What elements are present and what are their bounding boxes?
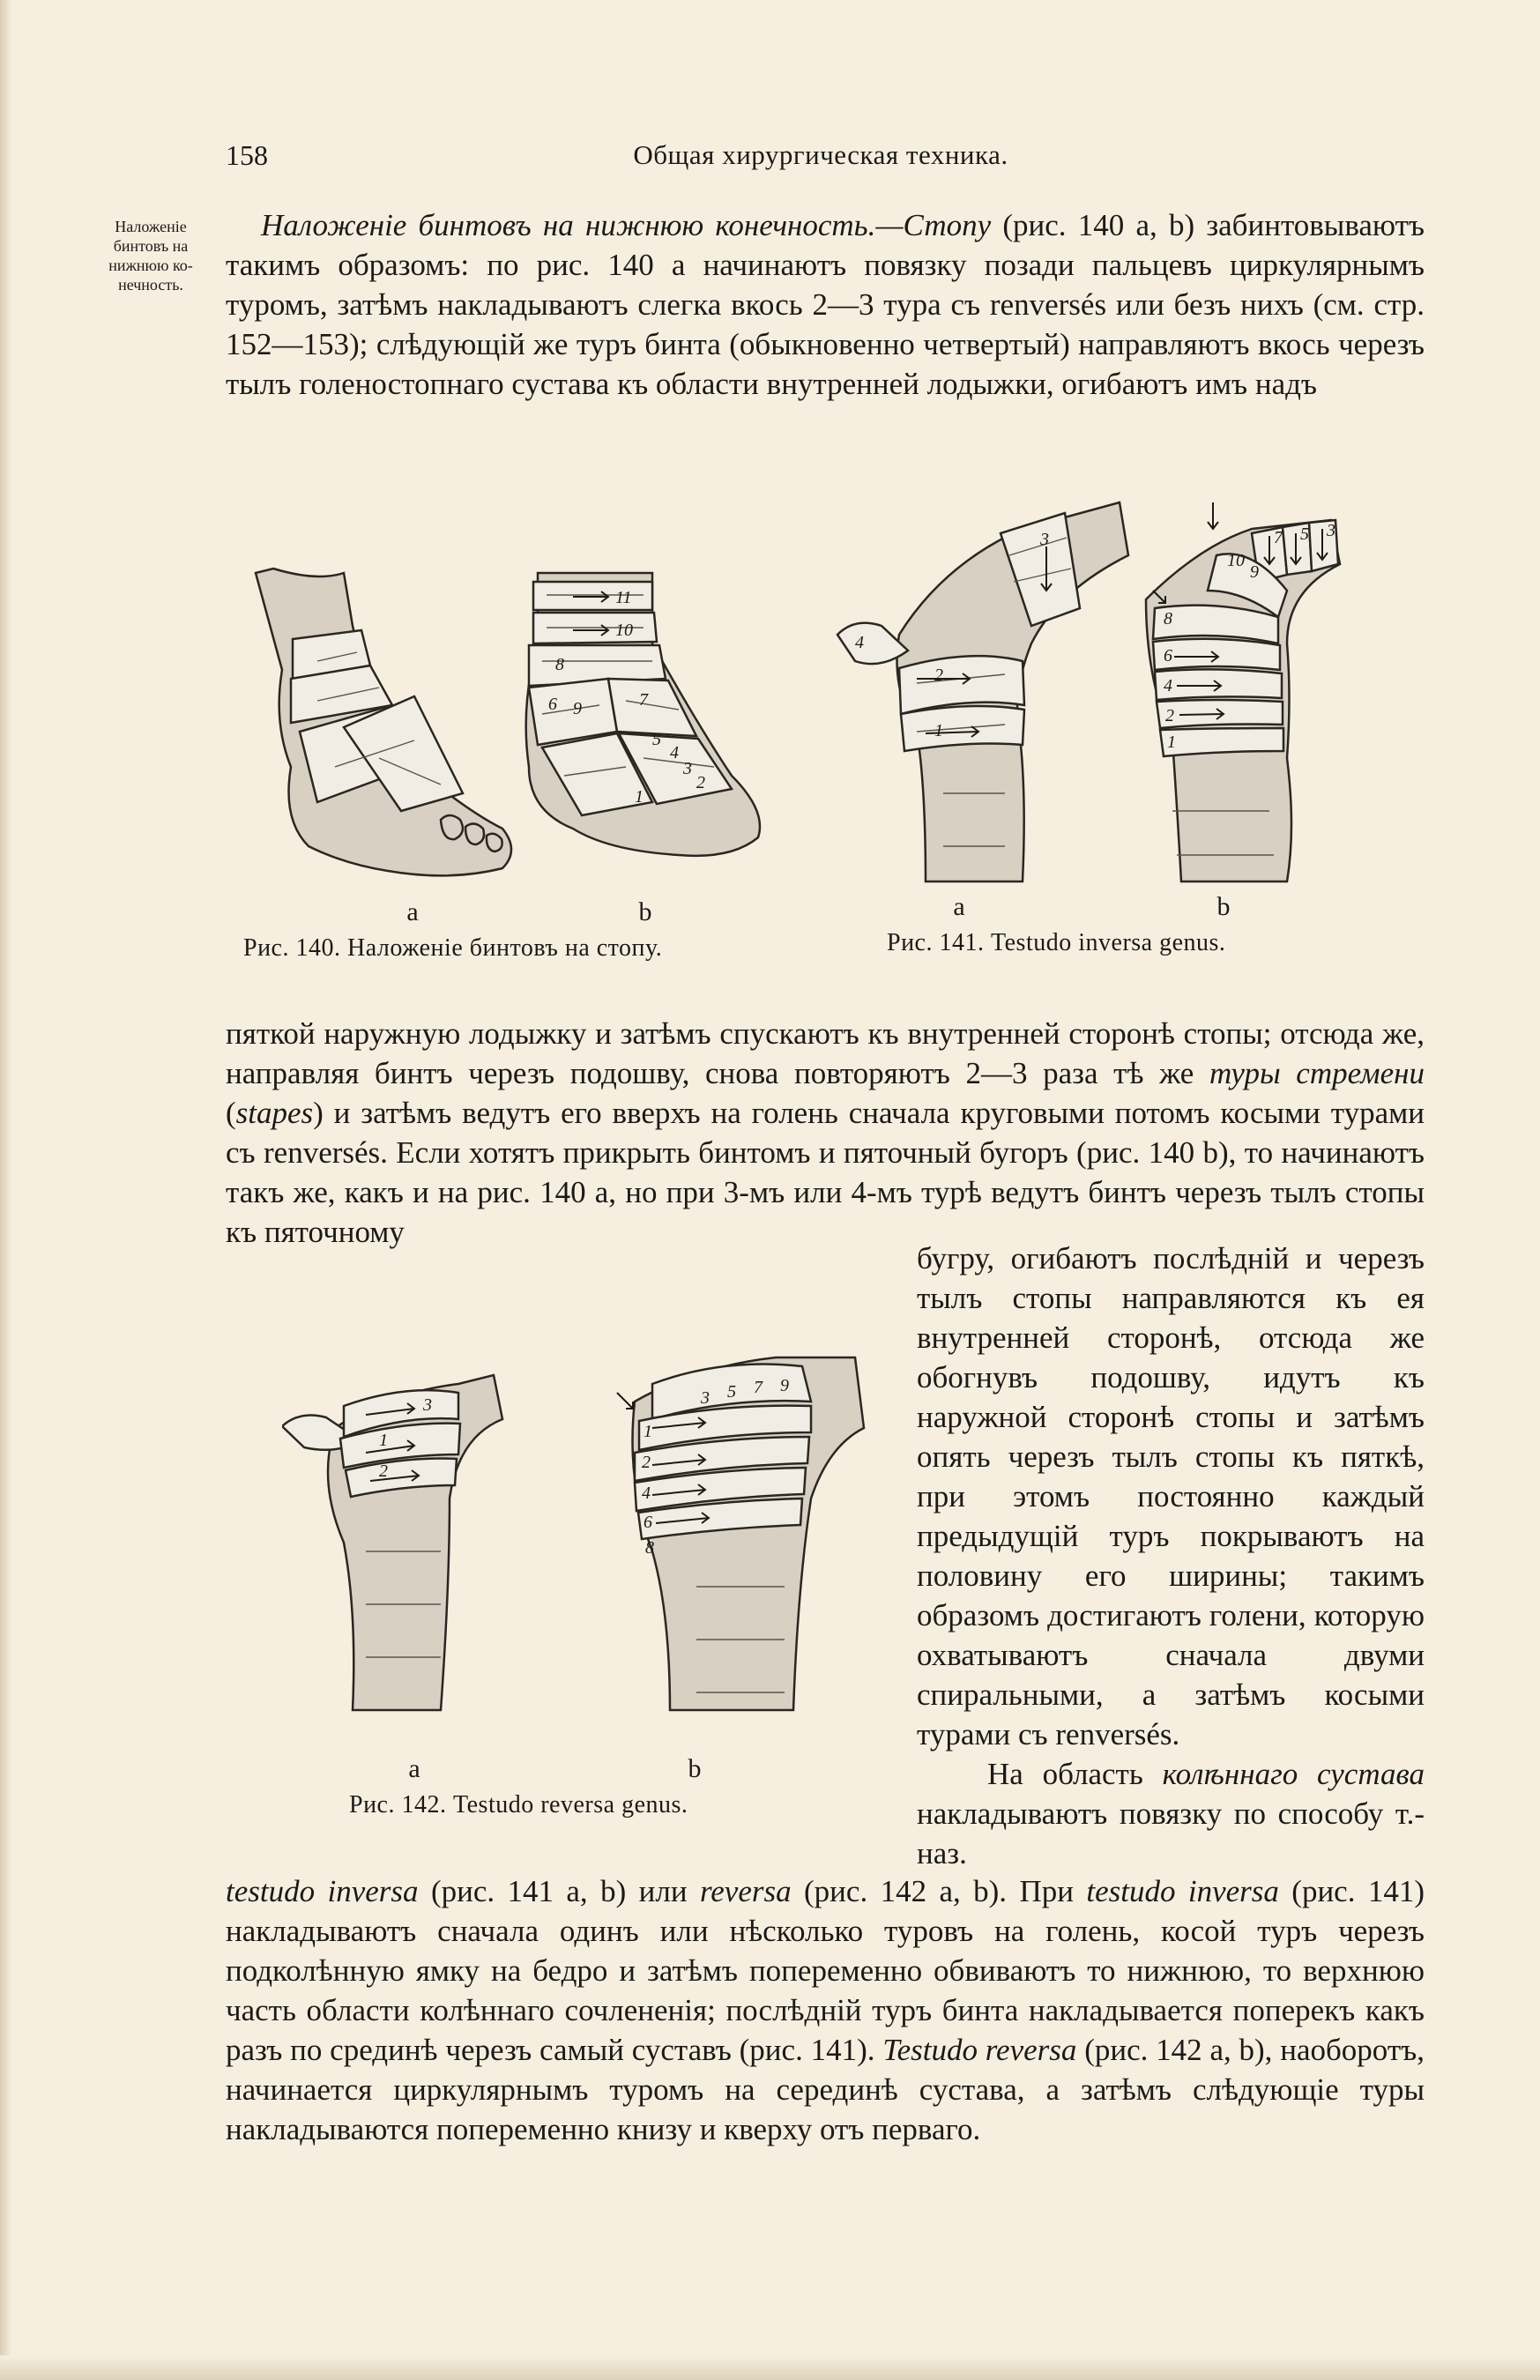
paragraph-heel-column bbox=[917, 1238, 1425, 1873]
figure-140-illustration bbox=[238, 547, 802, 917]
margin-note-line: нечность. bbox=[118, 276, 183, 294]
margin-note-line: нижнюю ко- bbox=[108, 257, 193, 274]
running-title: Общая хирургическая техника. bbox=[633, 139, 1008, 170]
fig141a-num: 2 bbox=[934, 666, 943, 685]
term-italic: Testudo reversa bbox=[882, 2033, 1077, 2067]
fig140b-num: 9 bbox=[573, 699, 582, 718]
fig142a-num: 3 bbox=[423, 1395, 432, 1415]
fig141a-num: 4 bbox=[855, 633, 864, 652]
figure-141 bbox=[829, 494, 1375, 970]
fig142a-num: 2 bbox=[379, 1461, 388, 1481]
section-heading: Наложеніе бинтовъ на нижнюю конечность.—Стопу bbox=[261, 208, 992, 242]
fig141b-num: 7 bbox=[1274, 528, 1283, 547]
fig142b-num: 7 bbox=[754, 1378, 763, 1397]
fig142b-num: 6 bbox=[644, 1513, 652, 1532]
paragraph-text: На область bbox=[987, 1757, 1163, 1791]
figure-140-caption: Рис. 140. Наложеніе бинтовъ на стопу. bbox=[243, 934, 663, 962]
figure-142-label-b: b bbox=[688, 1754, 702, 1783]
margin-note-line: бинтовъ на bbox=[113, 237, 189, 255]
fig140b-num: 6 bbox=[548, 695, 557, 714]
fig140b-num: 4 bbox=[670, 743, 679, 762]
figure-140-label-b: b bbox=[638, 897, 652, 926]
fig140b-num: 3 bbox=[683, 759, 692, 778]
fig141b-num: 10 bbox=[1227, 551, 1245, 570]
paragraph-text: пяткой наружную лодыжку и затѣмъ спускаютъ къ внутренней сторонѣ стопы; отсюда же, направляя бинтъ черезъ подошву, снова повторяютъ 2—3 раза тѣ же bbox=[226, 1016, 1425, 1090]
term-italic: stapes bbox=[235, 1096, 314, 1130]
fig140b-num: 2 bbox=[696, 773, 705, 792]
fig140b-num: 5 bbox=[652, 730, 661, 749]
fig141b-num: 6 bbox=[1164, 646, 1172, 666]
margin-note-line: Наложеніе bbox=[115, 218, 187, 235]
fig141b-num: 5 bbox=[1300, 524, 1309, 544]
term-italic: testudo inversa bbox=[226, 1874, 419, 1908]
fig142b-num: 4 bbox=[642, 1484, 651, 1503]
paragraph-stirrup bbox=[226, 1014, 1425, 1252]
page-edge bbox=[0, 0, 12, 2380]
figure-140-label-a: a bbox=[406, 897, 419, 926]
fig142b-num: 5 bbox=[727, 1382, 736, 1402]
page-number: 158 bbox=[226, 139, 268, 171]
paragraph-text: бугру, огибаютъ послѣдній и черезъ тылъ стопы направляются къ ея внутренней сторонѣ, отсюда же обогнувъ подошву, идутъ къ наружной сторонѣ стопы и затѣмъ опять черезъ тылъ стопы къ пяткѣ, при этомъ постоянно каждый предыдущій туръ покрываютъ на половину его ширины; такимъ образомъ достигаютъ голени, которую охватываютъ сначала двуми спиральными, а затѣмъ косыми турами съ renversés. bbox=[917, 1241, 1425, 1752]
fig140b-num: 1 bbox=[635, 787, 644, 807]
fig141a-num: 3 bbox=[1040, 530, 1049, 549]
fig142b-num: 2 bbox=[642, 1453, 651, 1472]
figure-141-label-b: b bbox=[1216, 892, 1231, 921]
fig141a-num: 1 bbox=[934, 721, 943, 740]
figure-141-label-a: a bbox=[953, 892, 965, 921]
paragraph-text: (рис. 140 a, b) забинтовываютъ такимъ образомъ: по рис. 140 a начинаютъ повязку позади пальцевъ циркулярнымъ туромъ, затѣмъ накладываютъ слегка вкось 2—3 тура съ renversés или безъ нихъ (см. стр. 152—153); слѣдующій же туръ бинта (обыкновенно четвертый) направляютъ вкось черезъ тылъ голеностопнаго сустава къ области внутренней лодыжки, огибаютъ имъ надъ bbox=[226, 208, 1425, 401]
paragraph-foot-bandage bbox=[226, 205, 1425, 404]
figure-142 bbox=[282, 1322, 899, 1842]
fig142b-num: 3 bbox=[701, 1388, 710, 1408]
paragraph-text: (рис. 141) накладываютъ сначала одинъ или нѣсколько туровъ на голень, косой туръ черезъ подколѣнную ямку на бедро и затѣмъ попеременно обвиваютъ то нижнюю, то верхнюю часть области колѣннаго сочлененія; послѣдній туръ бинта накладывается поперекъ какъ разъ по срединѣ черезъ самый суставъ (рис. 141). bbox=[226, 1874, 1425, 2067]
paragraph-text: накладываютъ повязку по способу т.-наз. bbox=[917, 1796, 1425, 1871]
term-italic: testudo inversa bbox=[1086, 1874, 1279, 1908]
fig141b-num: 1 bbox=[1167, 733, 1176, 752]
fig141b-num: 2 bbox=[1165, 706, 1174, 725]
fig141b-num: 9 bbox=[1250, 562, 1259, 582]
fig142b-num: 9 bbox=[780, 1376, 789, 1395]
fig141b-num: 4 bbox=[1164, 676, 1172, 695]
paragraph-text: ( bbox=[226, 1096, 236, 1130]
fig140b-num: 10 bbox=[615, 621, 633, 640]
fig140b-num: 7 bbox=[639, 690, 648, 710]
fig141b-num: 8 bbox=[1164, 609, 1172, 628]
paragraph-knee bbox=[226, 1871, 1425, 2149]
margin-note bbox=[85, 217, 217, 294]
paragraph-text: (рис. 142 a, b). При bbox=[791, 1874, 1087, 1908]
term-italic: reversa bbox=[699, 1874, 792, 1908]
fig140b-num: 8 bbox=[555, 655, 564, 674]
figure-142-label-a: a bbox=[408, 1754, 420, 1783]
term-italic: колѣннаго сустава bbox=[1162, 1757, 1425, 1791]
term-italic: туры стремени bbox=[1209, 1056, 1425, 1090]
figure-141-caption: Рис. 141. Testudo inversa genus. bbox=[887, 929, 1226, 956]
fig142b-num: 1 bbox=[644, 1422, 652, 1441]
fig142a-num: 1 bbox=[379, 1431, 388, 1450]
paragraph-text: (рис. 142 a, b), наоборотъ, начинается циркулярнымъ туромъ на серединѣ сустава, а затѣмъ слѣдующіе туры накладываются попеременно книзу и кверху отъ перваго. bbox=[226, 2033, 1425, 2146]
fig141b-num: 3 bbox=[1327, 521, 1335, 540]
paragraph-text: (рис. 141 a, b) или bbox=[418, 1874, 700, 1908]
figure-141-illustration bbox=[829, 494, 1375, 908]
paragraph-text: ) и затѣмъ ведутъ его вверхъ на голень сначала круговыми потомъ косыми турами съ renversés. Если хотятъ прикрыть бинтомъ и пяточный бугоръ (рис. 140 b), то начинаютъ такъ же, какъ и на рис. 140 a, но при 3-мъ или 4-мъ турѣ ведутъ бинтъ черезъ тылъ стопы къ пяточному bbox=[226, 1096, 1425, 1249]
page-header bbox=[226, 139, 1416, 182]
figure-142-illustration bbox=[282, 1322, 899, 1763]
figure-142-caption: Рис. 142. Testudo reversa genus. bbox=[349, 1791, 688, 1818]
fig142b-num: 8 bbox=[645, 1538, 654, 1558]
fig140b-num: 11 bbox=[615, 588, 632, 607]
figure-140 bbox=[238, 547, 802, 970]
page-edge-bottom bbox=[0, 2355, 1540, 2380]
